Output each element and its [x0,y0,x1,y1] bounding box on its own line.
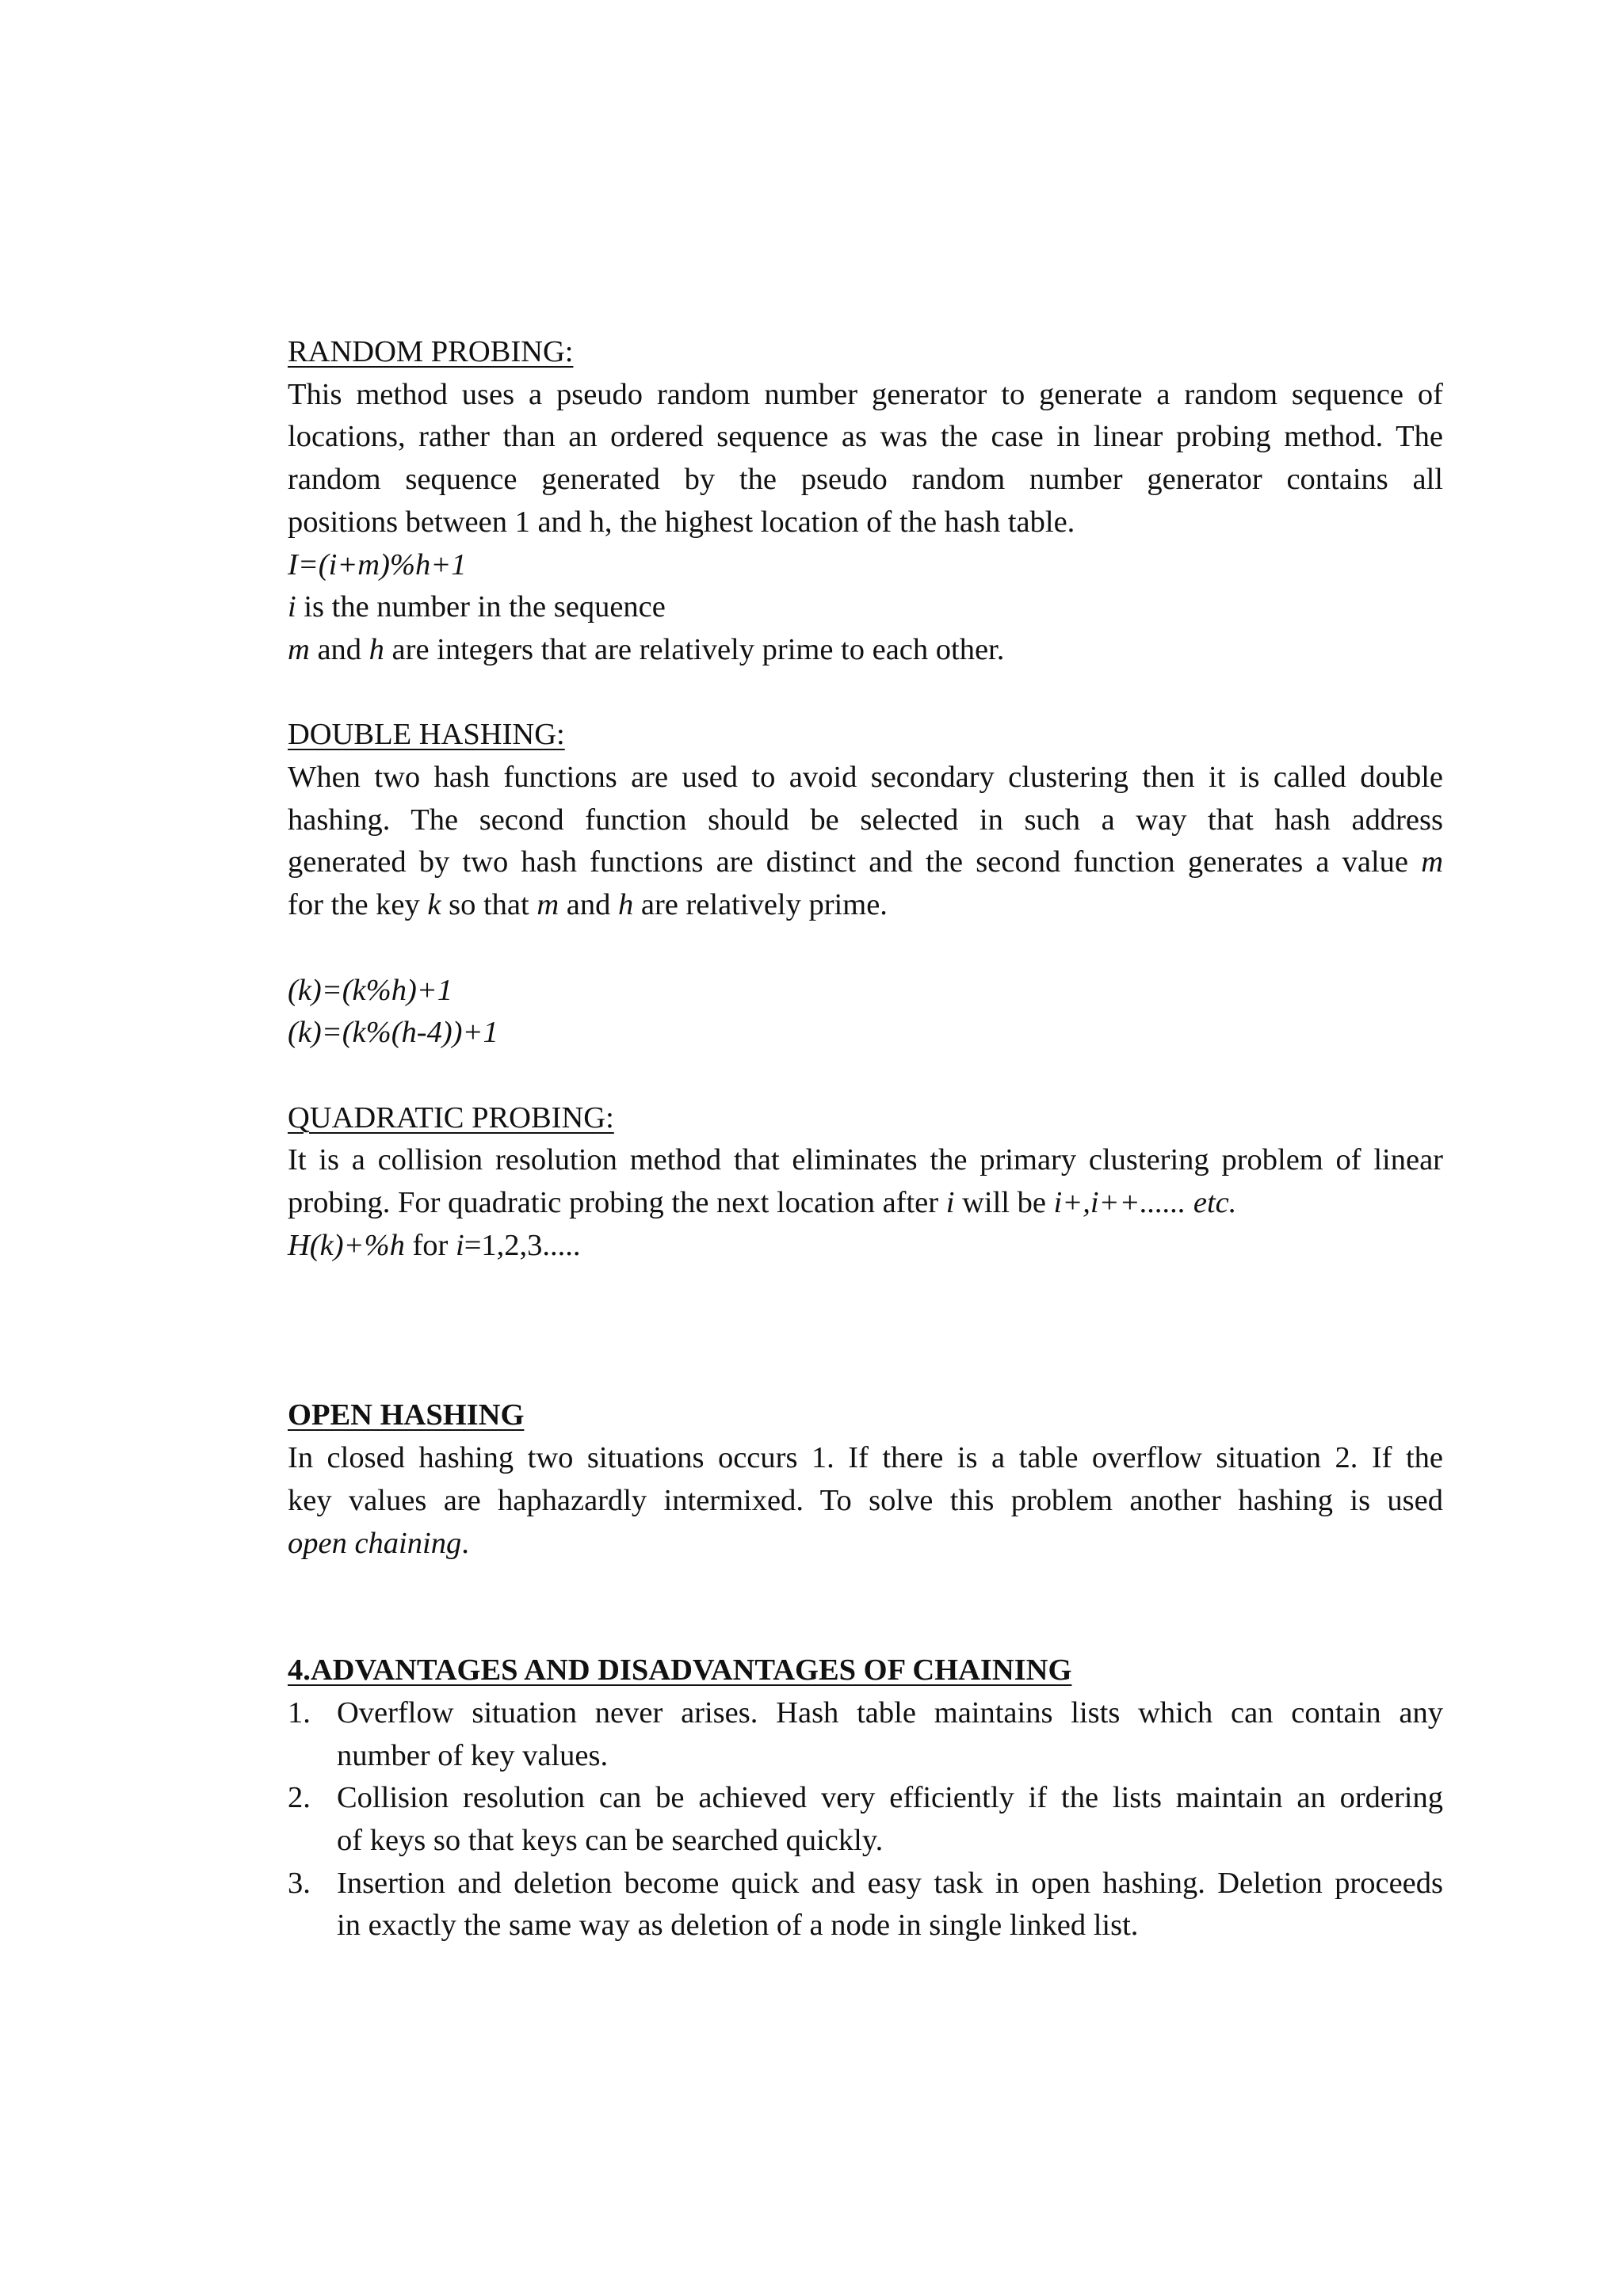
list-number: 2. [288,1781,311,1815]
paragraph-line: open chaining. [288,1526,469,1560]
chaining-heading: 4.ADVANTAGES AND DISADVANTAGES OF CHAINING [288,1653,1072,1688]
double-hashing-formula-2: (k)=(k%(h-4))+1 [288,1016,498,1050]
double-hashing-formula-1: (k)=(k%h)+1 [288,973,453,1007]
paragraph-line: It is a collision resolution method that eliminates the primary clustering problem of linear [288,1143,1443,1177]
quadratic-probing-section [288,1097,1443,1268]
list-item-line: Collision resolution can be achieved very efficiently if the lists maintain an ordering [337,1781,1443,1815]
paragraph-line: probing. For quadratic probing the next location after i will be i+,i++...... etc. [288,1186,1237,1220]
random-probing-section [288,331,1443,672]
list-number: 1. [288,1695,311,1730]
paragraph-line: This method uses a pseudo random number generator to generate a random sequence of [288,377,1443,411]
list-item [288,1863,1443,1947]
paragraph-line: When two hash functions are used to avoid secondary clustering then it is called double [288,761,1443,795]
random-probing-heading: RANDOM PROBING: [288,335,574,368]
list-item [288,1692,1443,1777]
paragraph-line: positions between 1 and h, the highest location of the hash table. [288,505,1075,539]
list-item-line: Insertion and deletion become quick and easy task in open hashing. Deletion proceeds [337,1866,1443,1900]
list-number: 3. [288,1866,311,1900]
random-probing-formula: I=(i+m)%h+1 [288,547,467,582]
list-item [288,1777,1443,1862]
paragraph-line: In closed hashing two situations occurs 1. If there is a table overflow situation 2. If the [288,1441,1443,1475]
list-item-line: in exactly the same way as deletion of a node in single linked list. [337,1909,1139,1943]
quadratic-probing-heading: QUADRATIC PROBING: [288,1100,614,1135]
double-hashing-section [288,714,1443,1055]
open-hashing-heading: OPEN HASHING [288,1398,525,1432]
double-hashing-heading: DOUBLE HASHING: [288,718,565,752]
paragraph-line: for the key k so that m and h are relatively prime. [288,888,888,922]
open-hashing-section [288,1394,1443,1565]
list-item-line: Overflow situation never arises. Hash table maintains lists which can contain any [337,1695,1443,1730]
paragraph-line: locations, rather than an ordered sequence as was the case in linear probing method. The [288,420,1443,454]
chaining-section [288,1650,1443,1947]
paragraph-line: generated by two hash functions are distinct and the second function generates a value m [288,845,1443,879]
list-item-line: number of key values. [337,1738,609,1772]
paragraph-line: key values are haphazardly intermixed. To solve this problem another hashing is used [288,1483,1443,1517]
definition-i: i is the number in the sequence [288,590,666,624]
quadratic-probing-formula: H(k)+%h for i=1,2,3..... [288,1228,581,1262]
paragraph-line: random sequence generated by the pseudo random number generator contains all [288,463,1443,497]
list-item-line: of keys so that keys can be searched quickly. [337,1824,884,1858]
document-page [288,331,1443,1947]
definition-m-h: m and h are integers that are relatively prime to each other. [288,632,1005,666]
paragraph-line: hashing. The second function should be selected in such a way that hash address [288,803,1443,837]
